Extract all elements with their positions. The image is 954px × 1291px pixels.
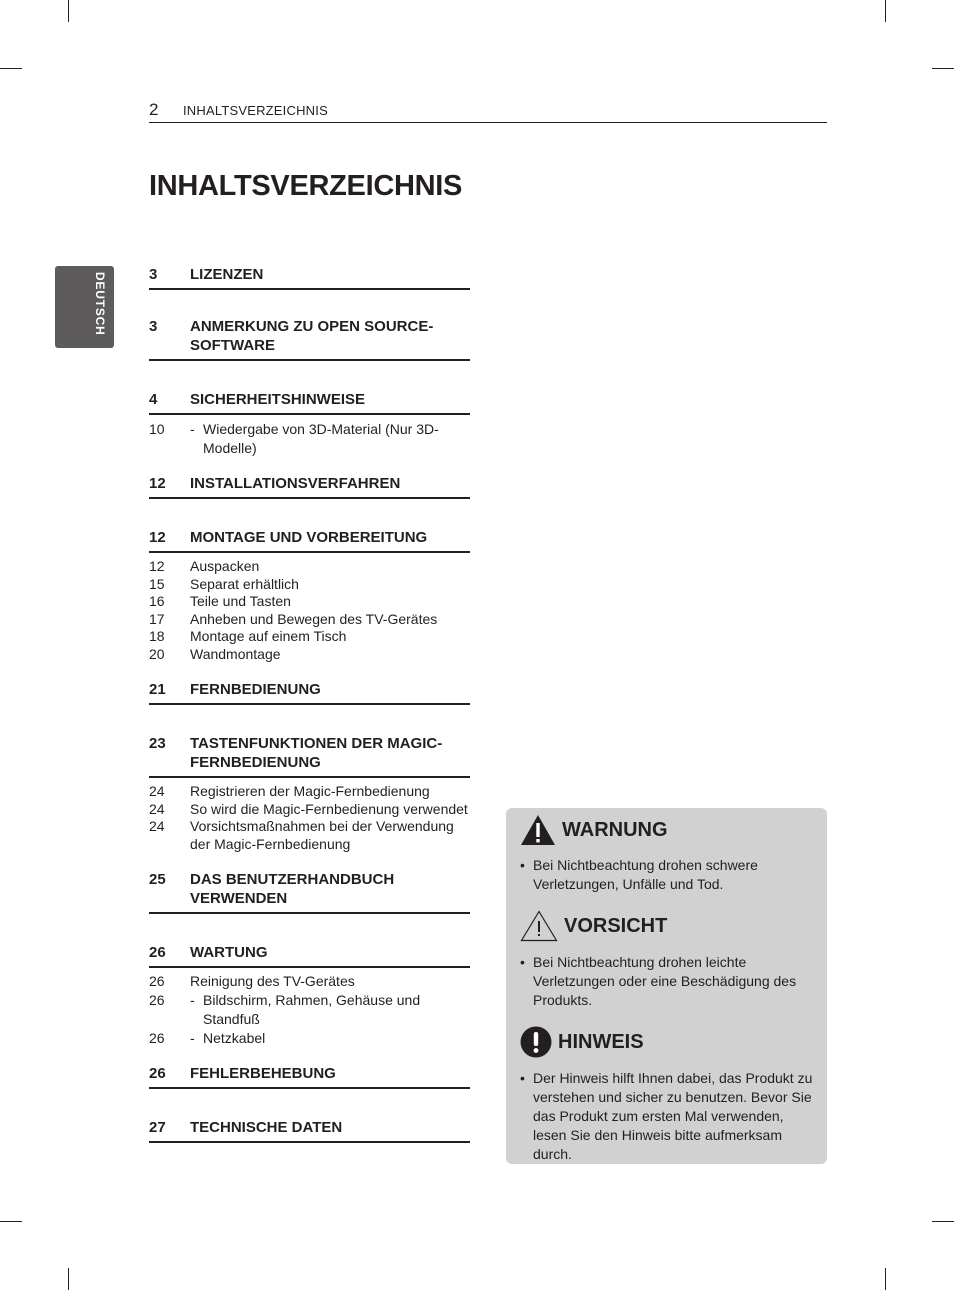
toc-subsection-page: 26	[149, 973, 165, 989]
toc-subsection-page: 17	[149, 610, 165, 627]
crop-mark	[0, 1221, 22, 1222]
toc-section	[149, 474, 470, 499]
toc-subsection-page: 24	[149, 783, 165, 799]
toc-subsection-title: Vorsichtsmaßnahmen bei der Verwendung der Magic-Fernbedienung	[190, 818, 454, 852]
toc-subsection-title: Auspacken	[190, 558, 260, 574]
toc-section-heading[interactable]	[149, 1064, 470, 1089]
toc-section-heading[interactable]	[149, 390, 470, 415]
toc-page-number: 27	[149, 1118, 166, 1136]
toc-page-number: 12	[149, 529, 166, 546]
toc-section-heading[interactable]	[149, 317, 470, 361]
toc-subsection-title: Bildschirm, Rahmen, Gehäuse und Standfuß	[203, 991, 421, 1027]
toc-section	[149, 317, 470, 361]
toc-subsection-item[interactable]	[149, 420, 470, 458]
toc-subsection-title: Reinigung des TV-Gerätes	[190, 973, 355, 989]
toc-section	[149, 680, 470, 705]
toc-subsection-item[interactable]	[149, 646, 470, 664]
page-title: INHALTSVERZEICHNIS	[149, 170, 463, 202]
toc-section-title: TECHNISCHE DATEN	[190, 1118, 343, 1136]
toc-subsection-page: 26	[149, 1029, 165, 1046]
toc-section-heading[interactable]	[149, 870, 470, 914]
toc-section-heading[interactable]	[149, 734, 470, 778]
toc-subsection-page: 18	[149, 628, 165, 644]
toc-subsection-list	[149, 968, 470, 1048]
toc-section-title: INSTALLATIONSVERFAHREN	[190, 475, 401, 492]
toc-page-number: 25	[149, 871, 166, 888]
toc-section	[149, 943, 470, 1048]
toc-section-heading[interactable]	[149, 528, 470, 553]
toc-page-number: 3	[149, 266, 158, 283]
toc-subsection-title: Separat erhältlich	[190, 575, 299, 592]
toc-dash: -	[190, 1029, 195, 1046]
toc-section-title: DAS BENUTZERHANDBUCH VERWENDEN	[190, 871, 395, 907]
toc-section-title: WARTUNG	[190, 944, 268, 961]
toc-section-title: TASTENFUNKTIONEN DER MAGIC-FERNBEDIENUNG	[190, 735, 443, 771]
exclamation-circle-icon	[520, 1026, 552, 1058]
notice-box	[506, 808, 827, 1164]
toc-section-heading[interactable]	[149, 265, 470, 290]
toc-subsection-title: Wiedergabe von 3D-Material (Nur 3D-Modelle)	[203, 421, 439, 456]
toc-subsection-title: Netzkabel	[203, 1029, 266, 1046]
toc-section-heading[interactable]	[149, 474, 470, 499]
toc-section-heading[interactable]	[149, 1118, 470, 1143]
toc-subsection-title: Registrieren der Magic-Fernbedienung	[190, 783, 430, 799]
toc-page-number: 4	[149, 391, 158, 408]
toc-page-number: 23	[149, 735, 166, 752]
toc-subsection-title: Wandmontage	[190, 645, 281, 662]
toc-subsection-item[interactable]	[149, 991, 470, 1029]
toc-section	[149, 1118, 470, 1143]
toc-section-title: MONTAGE UND VORBEREITUNG	[190, 529, 428, 546]
toc-subsection-page: 24	[149, 818, 165, 834]
note-heading	[520, 1026, 644, 1058]
note-label: HINWEIS	[558, 1030, 644, 1053]
table-of-contents	[149, 265, 470, 1143]
caution-heading	[520, 910, 667, 942]
toc-section-title: LIZENZEN	[190, 266, 264, 283]
toc-section	[149, 734, 470, 853]
toc-subsection-title: Teile und Tasten	[190, 593, 291, 609]
toc-section	[149, 390, 470, 458]
page-number: 2	[149, 100, 159, 119]
note-text: • Der Hinweis hilft Ihnen dabei, das Produkt zu verstehen und sicher zu benutzen. Bevor Sie das Produkt zum ersten Mal verwenden, lesen Sie den Hinweis bitte aufmerksam durch.	[520, 1070, 813, 1162]
toc-page-number: 21	[149, 681, 166, 698]
toc-subsection-title: Anheben und Bewegen des TV-Gerätes	[190, 610, 438, 627]
warning-text: • Bei Nichtbeachtung drohen schwere Verletzungen, Unfälle und Tod.	[520, 857, 758, 892]
toc-subsection-title: Montage auf einem Tisch	[190, 628, 347, 644]
crop-mark	[885, 1268, 886, 1290]
page-header	[149, 100, 827, 123]
crop-mark	[0, 68, 22, 69]
toc-subsection-list	[149, 415, 470, 458]
toc-subsection-title: So wird die Magic-Fernbedienung verwendet	[190, 800, 468, 817]
toc-subsection-page: 10	[149, 421, 165, 437]
toc-subsection-item[interactable]	[149, 593, 470, 611]
toc-subsection-item[interactable]	[149, 801, 470, 819]
toc-section-title: ANMERKUNG ZU OPEN SOURCE-SOFTWARE	[190, 318, 434, 354]
toc-section	[149, 528, 470, 663]
toc-subsection-item[interactable]	[149, 783, 470, 801]
toc-subsection-page: 20	[149, 645, 165, 662]
crop-mark	[932, 68, 954, 69]
toc-subsection-item[interactable]	[149, 628, 470, 646]
caution-text: • Bei Nichtbeachtung drohen leichte Verletzungen oder eine Beschädigung des Produkts.	[520, 954, 797, 1008]
toc-section-title: FEHLERBEHEBUNG	[190, 1064, 336, 1082]
toc-subsection-item[interactable]	[149, 611, 470, 629]
crop-mark	[885, 0, 886, 22]
language-tab	[55, 266, 114, 348]
toc-subsection-item[interactable]	[149, 576, 470, 594]
toc-section	[149, 870, 470, 914]
toc-page-number: 12	[149, 475, 166, 492]
toc-subsection-page: 16	[149, 593, 165, 609]
running-title: INHALTSVERZEICHNIS	[183, 103, 328, 118]
toc-subsection-page: 26	[149, 991, 165, 1008]
toc-subsection-list	[149, 553, 470, 663]
caution-icon	[520, 910, 558, 942]
toc-section-title: FERNBEDIENUNG	[190, 681, 321, 698]
toc-subsection-page: 24	[149, 800, 165, 817]
toc-subsection-list	[149, 778, 470, 853]
toc-subsection-page: 15	[149, 575, 165, 592]
toc-subsection-item[interactable]	[149, 973, 470, 991]
warning-icon	[520, 814, 556, 846]
toc-page-number: 3	[149, 318, 158, 335]
toc-section	[149, 1064, 470, 1089]
language-tab-label: DEUTSCH	[93, 272, 107, 336]
warning-label: WARNUNG	[562, 818, 668, 841]
toc-dash: -	[190, 421, 195, 437]
caution-label: VORSICHT	[564, 914, 668, 937]
toc-section	[149, 265, 470, 290]
crop-mark	[932, 1221, 954, 1222]
warning-heading	[520, 814, 668, 846]
toc-page-number: 26	[149, 944, 166, 961]
toc-dash: -	[190, 991, 195, 1008]
toc-section-heading[interactable]	[149, 943, 470, 968]
toc-section-title: SICHERHEITSHINWEISE	[190, 391, 366, 408]
toc-subsection-page: 12	[149, 558, 165, 574]
toc-page-number: 26	[149, 1064, 166, 1082]
crop-mark	[68, 1268, 69, 1290]
toc-section-heading[interactable]	[149, 680, 470, 705]
toc-subsection-item[interactable]	[149, 1029, 470, 1048]
toc-subsection-item[interactable]	[149, 558, 470, 576]
toc-subsection-item[interactable]	[149, 818, 470, 853]
crop-mark	[68, 0, 69, 22]
